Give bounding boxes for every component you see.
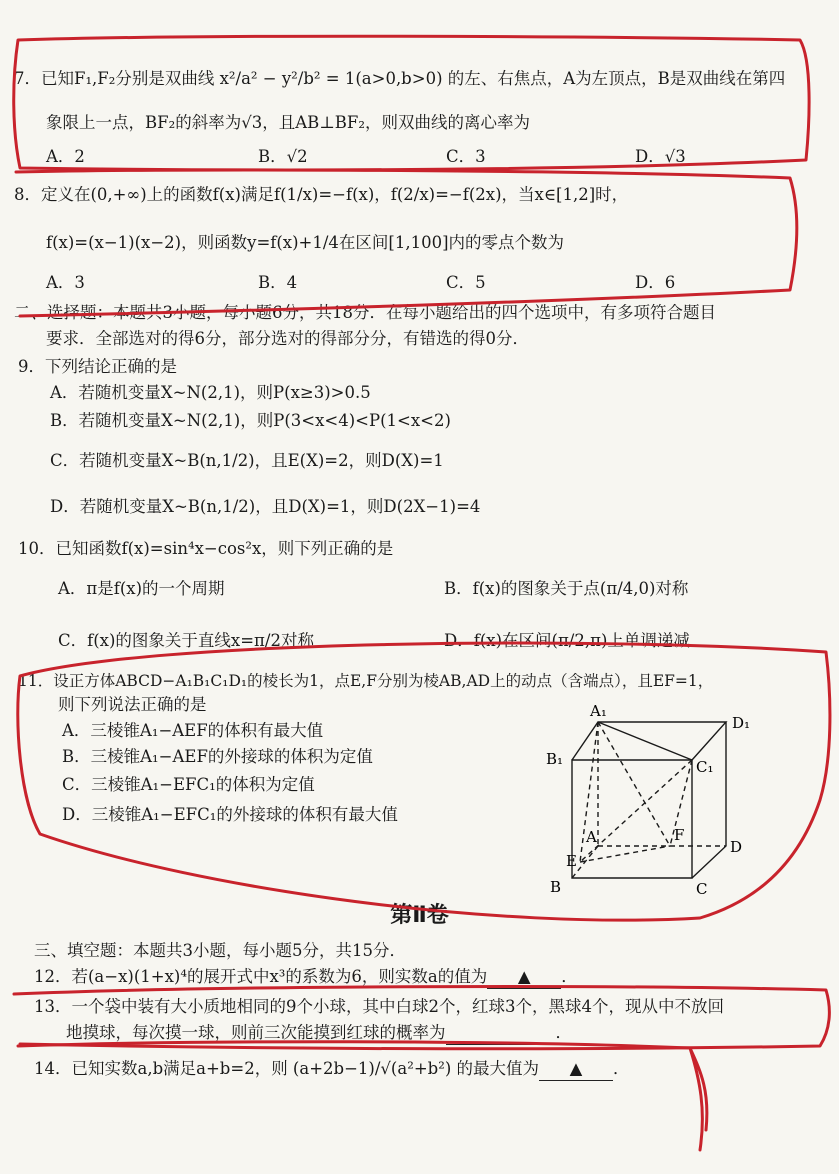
q7-option-b[interactable]: B．√2 bbox=[258, 147, 308, 166]
section2-line1: 二、选择题：本题共3小题，每小题6分，共18分．在每小题给出的四个选项中，有多项符合题目 bbox=[14, 303, 716, 322]
label-c1: C₁ bbox=[696, 758, 714, 776]
q9-option-c[interactable]: C．若随机变量X~B(n,1/2)，且E(X)=2，则D(X)=1 bbox=[50, 451, 444, 470]
label-b1: B₁ bbox=[546, 750, 564, 768]
q7-option-a[interactable]: A．2 bbox=[46, 147, 85, 166]
cube-figure bbox=[540, 700, 780, 900]
cube-diagram bbox=[540, 700, 780, 900]
label-a: A bbox=[586, 828, 597, 846]
q9-stem: 9．下列结论正确的是 bbox=[18, 357, 177, 376]
q12-text: 12．若(a−x)(1+x)⁴的展开式中x³的系数为6，则实数a的值为 bbox=[34, 967, 488, 986]
q11-line1: 11．设正方体ABCD−A₁B₁C₁D₁的棱长为1，点E,F分别为棱AB,AD上的动点（含端点），且EF=1， bbox=[18, 672, 714, 690]
q7-line2: 象限上一点，BF₂的斜率为√3，且AB⊥BF₂，则双曲线的离心率为 bbox=[46, 113, 530, 132]
q12-answer-blank[interactable]: ▲ bbox=[487, 966, 561, 989]
q7-option-d[interactable]: D．√3 bbox=[635, 147, 686, 166]
q7-option-c[interactable]: C．3 bbox=[446, 147, 486, 166]
q8-line1: 8．定义在(0,+∞)上的函数f(x)满足f(1/x)=−f(x)，f(2/x)=−f(2x)，当x∈[1,2]时， bbox=[14, 185, 629, 204]
q8-option-c[interactable]: C．5 bbox=[446, 273, 486, 292]
q13-line2-text: 地摸球，每次摸一球，则前三次能摸到红球的概率为 bbox=[66, 1023, 446, 1042]
q11-option-b[interactable]: B．三棱锥A₁−AEF的外接球的体积为定值 bbox=[62, 747, 373, 766]
circle-q7 bbox=[14, 36, 809, 170]
q8-option-b[interactable]: B．4 bbox=[258, 273, 298, 292]
label-d1: D₁ bbox=[732, 714, 751, 732]
q10-option-d[interactable]: D．f(x)在区间(π/2,π)上单调递减 bbox=[444, 631, 690, 650]
q7-line1: 7．已知F₁,F₂分别是双曲线 x²/a² − y²/b² = 1(a>0,b>0) 的左、右焦点，A为左顶点，B是双曲线在第四 bbox=[14, 69, 786, 88]
dashed-a1-f bbox=[598, 722, 670, 846]
q11-option-d[interactable]: D．三棱锥A₁−EFC₁的外接球的体积有最大值 bbox=[62, 805, 398, 824]
q13-line2 bbox=[66, 1022, 572, 1045]
q9-option-d[interactable]: D．若随机变量X~B(n,1/2)，且D(X)=1，则D(2X−1)=4 bbox=[50, 497, 481, 516]
label-f: F bbox=[674, 826, 685, 844]
dashed-e-f bbox=[580, 846, 670, 862]
q12 bbox=[34, 966, 578, 989]
q10-option-a[interactable]: A．π是f(x)的一个周期 bbox=[58, 579, 225, 598]
label-c: C bbox=[696, 880, 708, 898]
q9-option-b[interactable]: B．若随机变量X~N(2,1)，则P(3<x<4)<P(1<x<2) bbox=[50, 411, 451, 430]
q14-end: ． bbox=[613, 1059, 630, 1078]
q8-option-a[interactable]: A．3 bbox=[46, 273, 85, 292]
label-b: B bbox=[550, 878, 562, 896]
q9-option-a[interactable]: A．若随机变量X~N(2,1)，则P(x≥3)>0.5 bbox=[50, 383, 371, 402]
q8-option-d[interactable]: D．6 bbox=[635, 273, 676, 292]
q8-line2: f(x)=(x−1)(x−2)，则函数y=f(x)+1/4在区间[1,100]内的零点个数为 bbox=[46, 233, 565, 252]
section2-line2: 要求．全部选对的得6分，部分选对的得部分分，有错选的得0分． bbox=[46, 329, 529, 348]
q13-line1: 13．一个袋中装有大小质地相同的9个小球，其中白球2个，红球3个，黑球4个，现从中不放回 bbox=[34, 997, 724, 1016]
edge-a1-c1 bbox=[598, 722, 692, 760]
q11-line2: 则下列说法正确的是 bbox=[58, 695, 207, 714]
q14-text: 14．已知实数a,b满足a+b=2，则 (a+2b−1)/√(a²+b²) 的最大值为 bbox=[34, 1059, 539, 1078]
q10-option-c[interactable]: C．f(x)的图象关于直线x=π/2对称 bbox=[58, 631, 314, 650]
dashed-c1-e bbox=[580, 760, 692, 862]
cube-right-edges bbox=[692, 722, 726, 878]
q11-option-c[interactable]: C．三棱锥A₁−EFC₁的体积为定值 bbox=[62, 775, 315, 794]
label-d: D bbox=[730, 838, 743, 856]
q12-end: ． bbox=[561, 967, 578, 986]
q14-answer-blank[interactable]: ▲ bbox=[539, 1058, 613, 1081]
q13-end: ． bbox=[555, 1023, 572, 1042]
q11-option-a[interactable]: A．三棱锥A₁−AEF的体积有最大值 bbox=[62, 721, 324, 740]
label-a1: A₁ bbox=[590, 702, 607, 720]
q10-stem: 10．已知函数f(x)=sin⁴x−cos²x，则下列正确的是 bbox=[18, 539, 394, 558]
q13-answer-blank[interactable] bbox=[446, 1022, 556, 1045]
label-e: E bbox=[566, 852, 577, 870]
q14 bbox=[34, 1058, 630, 1081]
section3-header: 三、填空题：本题共3小题，每小题5分，共15分． bbox=[34, 941, 406, 960]
q10-option-b[interactable]: B．f(x)的图象关于点(π/4,0)对称 bbox=[444, 579, 689, 598]
part2-title: 第Ⅱ卷 bbox=[390, 903, 449, 928]
